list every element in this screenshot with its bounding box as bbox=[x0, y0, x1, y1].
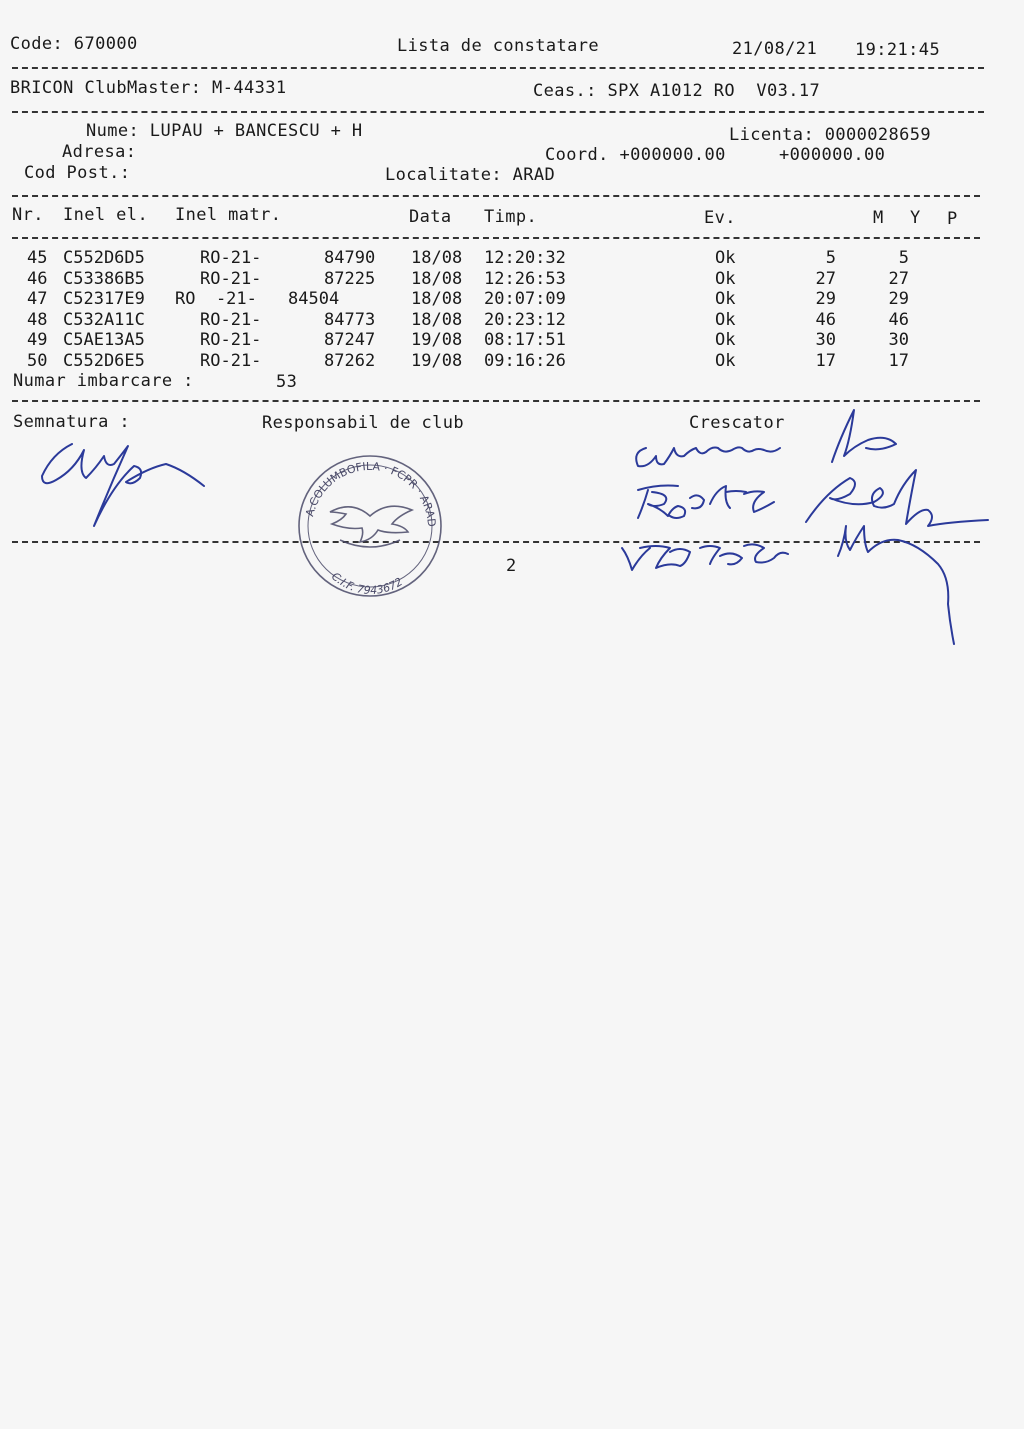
col-header-m: M bbox=[873, 208, 884, 228]
cell-data: 18/08 bbox=[411, 309, 463, 330]
stamp-bottom-text: C.I.F. 7943672 bbox=[328, 569, 405, 598]
cell-matr-a: RO -21- bbox=[175, 289, 257, 310]
cell-inel-el: C532A11C bbox=[63, 309, 145, 330]
cell-data: 18/08 bbox=[411, 268, 463, 289]
cell-data: 18/08 bbox=[411, 248, 463, 268]
locality: Localitate: ARAD bbox=[385, 165, 556, 185]
cell-ev: Ok bbox=[715, 330, 736, 351]
cell-timp: 09:16:26 bbox=[484, 351, 566, 371]
coordinates: Coord. +000000.00 +000000.00 bbox=[545, 145, 886, 165]
cell-nr: 46 bbox=[27, 268, 48, 289]
col-header-nr: Nr. bbox=[12, 205, 44, 225]
signature-label: Semnatura : bbox=[13, 412, 130, 432]
print-date: 21/08/21 bbox=[732, 39, 818, 59]
col-header-ev: Ev. bbox=[704, 208, 736, 228]
owner-address: Adresa: bbox=[62, 142, 137, 162]
cell-timp: 12:20:32 bbox=[484, 248, 566, 268]
clock-info: Ceas.: SPX A1012 RO V03.17 bbox=[533, 81, 821, 101]
cell-matr-a: RO-21- bbox=[200, 330, 262, 351]
cell-matr-b: 84504 bbox=[288, 289, 340, 310]
cell-y: 27 bbox=[888, 268, 909, 289]
cell-timp: 08:17:51 bbox=[484, 330, 566, 351]
license-number: Licenta: 0000028659 bbox=[729, 125, 932, 145]
cell-data: 19/08 bbox=[411, 330, 463, 351]
cell-data: 19/08 bbox=[411, 351, 463, 371]
cell-ev: Ok bbox=[715, 268, 736, 289]
boarding-count: 53 bbox=[276, 372, 298, 392]
cell-y: 46 bbox=[888, 309, 909, 330]
owner-name: Nume: LUPAU + BANCESCU + H bbox=[86, 121, 363, 141]
signature-right-5 bbox=[622, 544, 788, 570]
col-header-p: P bbox=[947, 209, 958, 229]
breeder-label: Crescator bbox=[689, 413, 785, 433]
boarding-label: Numar imbarcare : bbox=[13, 371, 194, 391]
cell-matr-a: RO-21- bbox=[200, 248, 262, 268]
cell-nr: 45 bbox=[27, 248, 48, 268]
cell-timp: 20:07:09 bbox=[484, 289, 566, 310]
col-header-y: Y bbox=[910, 208, 921, 228]
owner-postcode: Cod Post.: bbox=[24, 163, 131, 183]
cell-matr-b: 84773 bbox=[324, 309, 376, 330]
cell-m: 17 bbox=[815, 351, 836, 371]
cell-y: 30 bbox=[888, 330, 909, 351]
cell-ev: Ok bbox=[715, 248, 736, 268]
cell-inel-el: C52317E9 bbox=[63, 289, 145, 310]
signature-right-4 bbox=[806, 470, 988, 526]
cell-nr: 49 bbox=[27, 330, 48, 351]
cell-matr-b: 87225 bbox=[324, 268, 376, 289]
club-master: BRICON ClubMaster: M-44331 bbox=[10, 78, 287, 98]
cell-inel-el: C5AE13A5 bbox=[63, 330, 145, 351]
col-header-timp: Timp. bbox=[484, 207, 538, 227]
cell-nr: 50 bbox=[27, 351, 48, 371]
cell-m: 27 bbox=[815, 268, 836, 289]
cell-matr-a: RO-21- bbox=[200, 268, 262, 289]
print-time: 19:21:45 bbox=[855, 40, 941, 60]
cell-nr: 48 bbox=[27, 309, 48, 330]
cell-y: 5 bbox=[898, 248, 909, 268]
col-header-inel-el: Inel el. bbox=[63, 205, 149, 225]
col-header-data: Data bbox=[409, 207, 452, 227]
cell-matr-a: RO-21- bbox=[200, 309, 262, 330]
document-title: Lista de constatare bbox=[397, 36, 600, 56]
cell-inel-el: C53386B5 bbox=[63, 268, 145, 289]
cell-data: 18/08 bbox=[411, 289, 463, 310]
cell-timp: 20:23:12 bbox=[484, 309, 566, 330]
signature-right-6 bbox=[838, 526, 954, 644]
code-label: Code: 670000 bbox=[10, 34, 138, 54]
cell-ev: Ok bbox=[715, 289, 736, 310]
signature-right-3 bbox=[638, 486, 774, 519]
cell-nr: 47 bbox=[27, 289, 48, 310]
cell-matr-b: 84790 bbox=[324, 248, 376, 268]
cell-ev: Ok bbox=[715, 351, 736, 371]
signature-right-2 bbox=[832, 410, 896, 462]
stamp-top-text: A.COLUMBOFILA · FCPR · ARAD bbox=[303, 459, 439, 528]
cell-matr-b: 87262 bbox=[324, 351, 376, 371]
signature-right-1 bbox=[636, 447, 780, 466]
cell-timp: 12:26:53 bbox=[484, 268, 566, 289]
cell-matr-a: RO-21- bbox=[200, 351, 262, 371]
cell-m: 30 bbox=[815, 330, 836, 351]
cell-y: 29 bbox=[888, 289, 909, 310]
signature-left bbox=[42, 444, 204, 526]
club-responsible-label: Responsabil de club bbox=[262, 413, 465, 433]
cell-m: 5 bbox=[825, 248, 836, 268]
cell-m: 46 bbox=[815, 309, 836, 330]
cell-m: 29 bbox=[815, 289, 836, 310]
cell-inel-el: C552D6E5 bbox=[63, 351, 145, 371]
col-header-inel-matr: Inel matr. bbox=[175, 205, 282, 225]
cell-ev: Ok bbox=[715, 309, 736, 330]
cell-matr-b: 87247 bbox=[324, 330, 376, 351]
cell-inel-el: C552D6D5 bbox=[63, 248, 145, 268]
cell-y: 17 bbox=[888, 351, 909, 371]
page-number: 2 bbox=[506, 556, 517, 576]
